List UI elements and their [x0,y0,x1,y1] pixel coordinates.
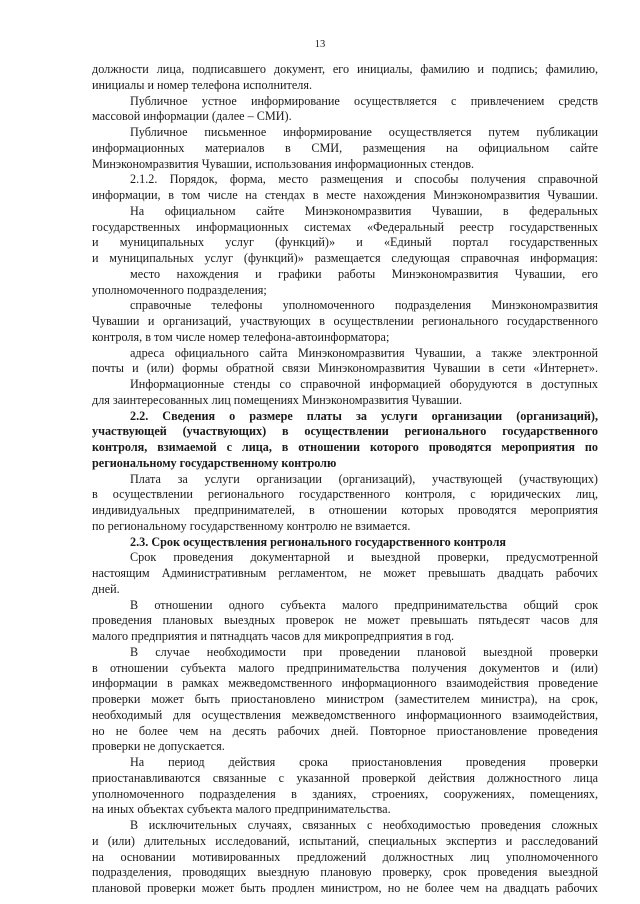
text-line: и (или) длительных исследований, испытаний, специальных экспертиз и расследований [92,833,598,848]
text-line: В исключительных случаях, связанных с необходимостью проведения сложных [130,818,598,832]
text-line: инициалы и номер телефона исполнителя. [92,77,312,92]
text-line: в осуществлении регионального государственного контроля, с юридических лиц, [92,487,598,502]
text-line: контроля, в том числе номер телефона-автоинформатора; [92,329,390,344]
text-line: справочные телефоны уполномоченного подразделения Минэкономразвития [130,298,598,313]
section-heading-line: региональному государственному контролю [92,455,337,470]
text-line: Информационные стенды со справочной информацией оборудуются в доступных [130,377,598,391]
page-number: 13 [314,39,326,50]
text-line: проведения плановых выездных проверок не может превышать пятьдесят часов для [92,613,598,628]
text-line: В случае необходимости при проведении плановой выездной проверки [130,644,598,659]
section-heading-line: участвующей (участвующих) в осуществлении регионального государственного [92,424,598,439]
text-line: на иных объектах субъекта малого предпринимательства. [92,802,391,817]
text-line: проверки не допускается. [92,739,225,754]
text-line: дней. [92,581,120,596]
text-line: Срок проведения документарной и выездной проверки, предусмотренной [130,550,598,565]
text-line: государственных информационных системах «Федеральный реестр государственных [92,219,598,234]
text-line: уполномоченного подразделения; [92,282,267,297]
text-line: подразделения, проводящих выездную плановую проверку, срок проведения выездной [92,865,598,880]
text-line: но не более чем на десять рабочих дней. Повторное приостановление проведения [92,723,598,738]
text-line: На официальном сайте Минэкономразвития Чувашии, в федеральных [130,203,598,218]
text-line: массовой информации (далее – СМИ). [92,109,292,124]
text-line: почты и (или) формы обратной связи Минэкономразвития Чувашии в сети «Интернет». [92,361,598,376]
text-line: Плата за услуги организации (организаций), участвующей (участвующих) [130,471,598,486]
text-line: в отношении субъекта малого предпринимательства получения документов и (или) [92,660,598,675]
text-line: на основании мотивированных предложений должностных лиц уполномоченного [92,849,598,864]
text-line: настоящим Административным регламентом, не может превышать двадцать рабочих [92,566,598,580]
text-line: и муниципальных услуг (функций)» размещается следующая справочная информация: [92,251,598,265]
text-line: по региональному государственному контролю не взимается. [92,518,411,533]
text-line: В отношении одного субъекта малого предпринимательства общий срок [130,597,598,612]
text-line: индивидуальных предпринимателей, в отношении которых проводятся мероприятия [92,503,598,517]
section-heading-line: контроля, взимаемой с лица, в отношении которого проводятся мероприятия по [92,440,598,454]
text-line: и муниципальных услуг (функций)» и «Единый портал государственных [92,235,598,250]
text-line: для заинтересованных лиц помещениях Минэкономразвития Чувашии. [92,392,463,407]
text-line: Публичное устное информирование осуществляется с привлечением средств [130,93,598,108]
section-heading-line: 2.3. Срок осуществления регионального государственного контроля [130,534,507,549]
text-line: Минэкономразвития Чувашии, использования информационных стендов. [92,156,475,171]
text-line: проверки может быть приостановлено министром (заместителем министра), на срок, [92,692,598,706]
text-line: необходимый для осуществления межведомственного информационного взаимодействия, [92,707,598,722]
section-heading-line: 2.2. Сведения о размере платы за услуги организации (организаций), [130,408,598,423]
text-line: информации в рамках межведомственного информационного взаимодействия проведение [92,676,598,691]
text-line: 2.1.2. Порядок, форма, место размещения и способы получения справочной [130,172,598,187]
text-line: Чувашии и организаций, участвующих в осуществлении регионального государственного [92,314,598,328]
text-line: плановой проверки может быть продлен министром, но не более чем на двадцать рабочих [92,881,598,895]
text-line: должности лица, подписавшего документ, его инициалы, фамилию и подпись; фамилию, [92,62,598,76]
text-line: приостанавливаются связанные с указанной проверкой действия должностного лица [92,770,598,785]
text-line: Публичное письменное информирование осуществляется путем публикации [130,125,598,139]
text-line: место нахождения и графики работы Минэкономразвития Чувашии, его [130,266,598,281]
text-line: информационных материалов в СМИ, размещения на официальном сайте [92,140,598,155]
text-line: уполномоченного подразделения в зданиях, строениях, сооружениях, помещениях, [92,786,598,801]
text-line: малого предприятия и пятнадцать часов для микропредприятия в год. [92,629,455,643]
text-line: адреса официального сайта Минэкономразвития Чувашии, а также электронной [130,345,598,360]
text-line: На период действия срока приостановления проведения проверки [130,755,598,769]
text-line: информации, в том числе на стендах в месте нахождения Минэкономразвития Чувашии. [92,188,598,202]
